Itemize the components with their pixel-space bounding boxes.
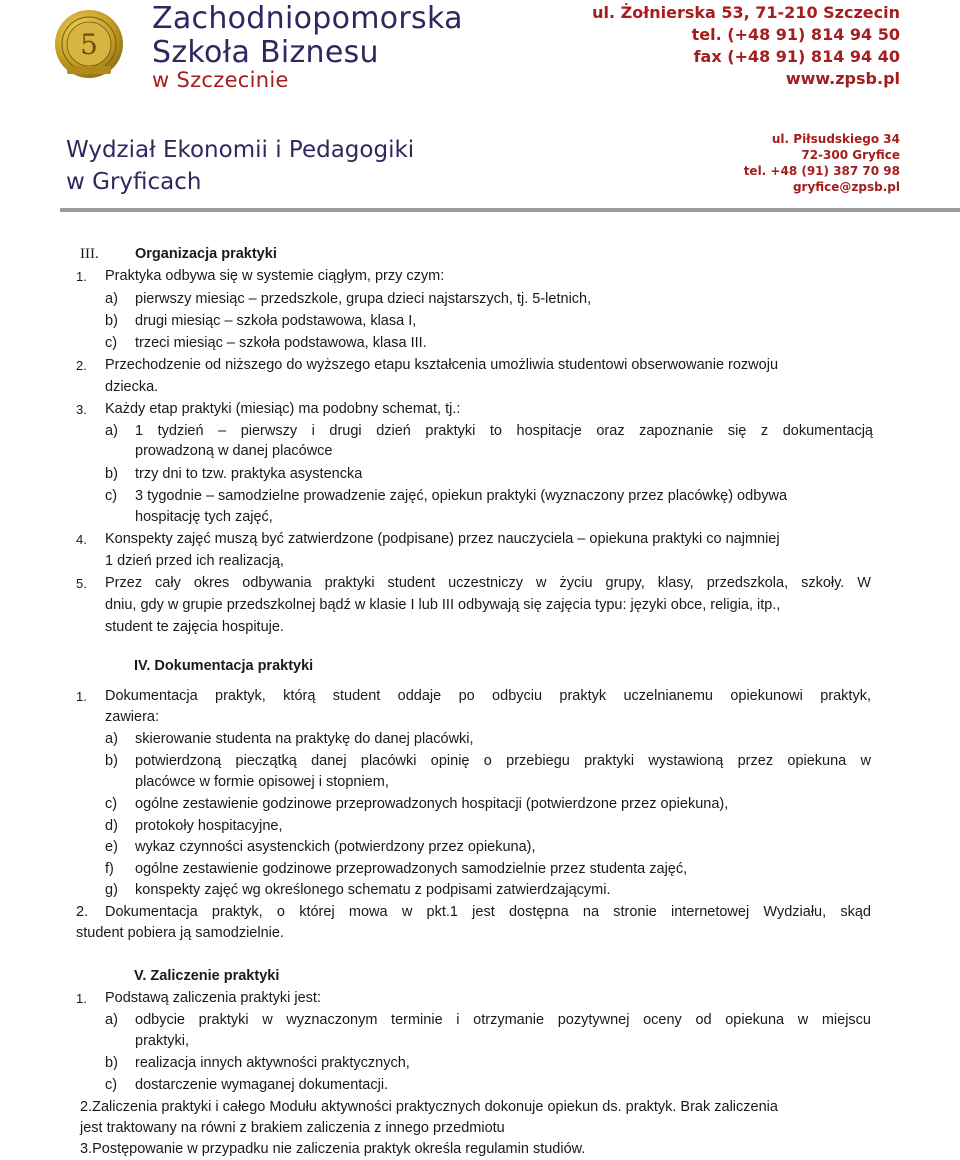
sub-item-text: 1 tydzień – pierwszy i drugi dzień praktyki to hospitacje oraz zapoznanie się z dokumentacją [135, 423, 873, 439]
list-number: 1. [76, 269, 87, 284]
list-item-text: Przez cały okres odbywania praktyki student uczestniczy w życiu grupy, klasy, przedszkola, szkoły. W [105, 575, 871, 591]
faculty-name [66, 134, 414, 198]
sub-letter: e) [105, 839, 118, 855]
list-number: 2. [76, 904, 89, 920]
paragraph-line: jest traktowany na równi z brakiem zaliczenia z innego przedmiotu [80, 1120, 505, 1136]
branch-line: ul. Piłsudskiego 34 [771, 132, 900, 146]
branch-line: 72-300 Gryfice [801, 148, 900, 162]
section-5-heading: V. Zaliczenie praktyki [134, 968, 280, 984]
section-4-heading: IV. Dokumentacja praktyki [134, 658, 314, 674]
sub-item-text: prowadzoną w danej placówce [135, 443, 333, 459]
sub-letter: f) [105, 861, 114, 877]
sub-letter: b) [105, 753, 118, 769]
branch-line: gryfice@zpsb.pl [792, 180, 900, 194]
school-seal-logo [54, 8, 124, 84]
list-item-text: student pobiera ją samodzielnie. [76, 925, 284, 941]
list-item-text: student te zajęcia hospituje. [105, 619, 284, 635]
list-number: 1. [76, 991, 87, 1006]
sub-item-text: trzeci miesiąc – szkoła podstawowa, klasa III. [135, 335, 427, 351]
sub-item-text: pierwszy miesiąc – przedszkole, grupa dzieci najstarszych, tj. 5-letnich, [135, 291, 592, 307]
list-item-text: Przechodzenie od niższego do wyższego etapu kształcenia umożliwia studentowi obserwowanie rozwoju [105, 357, 779, 373]
sub-letter: g) [105, 882, 118, 898]
sub-item-text: potwierdzoną pieczątką danej placówki opinię o przebiegu praktyki wystawioną przez opiekuna w [135, 753, 871, 769]
list-number: 5. [76, 576, 87, 591]
org-name-line3: w Szczecinie [152, 68, 289, 92]
faculty-line2: w Gryficach [66, 169, 202, 195]
sub-item-text: 3 tygodnie – samodzielne prowadzenie zajęć, opiekun praktyki (wyznaczony przez placówkę) odbywa [135, 488, 788, 504]
list-item-text: Każdy etap praktyki (miesiąc) ma podobny schemat, tj.: [105, 401, 461, 417]
sub-letter: c) [105, 1077, 118, 1093]
sub-letter: c) [105, 488, 118, 504]
sub-item-text: placówce w formie opisowej i stopniem, [135, 774, 389, 790]
list-number: 3. [76, 402, 87, 417]
list-item-text: dziecka. [105, 379, 159, 395]
sub-letter: a) [105, 1012, 118, 1028]
list-item-text: Dokumentacja praktyk, którą student oddaje po odbyciu praktyk uczelnianemu opiekunowi praktyk, [105, 688, 871, 704]
address-line: tel. (+48 91) 814 94 50 [691, 25, 900, 44]
paragraph-line: 3.Postępowanie w przypadku nie zaliczenia praktyk określa regulamin studiów. [80, 1141, 586, 1157]
list-number: 1. [76, 689, 87, 704]
main-address [592, 2, 900, 90]
org-name-line2: Szkoła Biznesu [152, 35, 379, 70]
sub-item-text: dostarczenie wymaganej dokumentacji. [135, 1077, 389, 1093]
sub-item-text: trzy dni to tzw. praktyka asystencka [135, 466, 363, 482]
sub-item-text: protokoły hospitacyjne, [135, 818, 283, 834]
sub-item-text: wykaz czynności asystenckich (potwierdzony przez opiekuna), [135, 839, 536, 855]
section-3-title: Organizacja praktyki [135, 246, 277, 262]
sub-item-text: skierowanie studenta na praktykę do danej placówki, [135, 731, 474, 747]
faculty-line1: Wydział Ekonomii i Pedagogiki [66, 137, 415, 163]
address-line: fax (+48 91) 814 94 40 [693, 47, 900, 66]
sub-letter: a) [105, 291, 118, 307]
paragraph-line: 2.Zaliczenia praktyki i całego Modułu aktywności praktycznych dokonuje opiekun ds. praktyk. Brak zaliczenia [80, 1099, 778, 1115]
sub-item-text: praktyki, [135, 1033, 189, 1049]
list-item-text: Dokumentacja praktyk, o której mowa w pkt.1 jest dostępna na stronie internetowej Wydziału, skąd [105, 904, 871, 920]
sub-letter: b) [105, 466, 118, 482]
list-number: 2. [76, 358, 87, 373]
list-number: 4. [76, 532, 87, 547]
letterhead [0, 0, 960, 215]
list-item-text: Podstawą zaliczenia praktyki jest: [105, 990, 321, 1006]
sub-item-text: drugi miesiąc – szkoła podstawowa, klasa I, [135, 313, 417, 329]
sub-letter: d) [105, 818, 118, 834]
sub-item-text: hospitację tych zajęć, [135, 509, 273, 525]
organization-name [152, 1, 463, 92]
sub-item-text: konspekty zajęć wg określonego schematu z podpisami zatwierdzającymi. [135, 882, 611, 898]
sub-letter: a) [105, 423, 118, 439]
sub-item-text: realizacja innych aktywności praktycznych, [135, 1055, 410, 1071]
svg-text:5: 5 [80, 28, 98, 61]
sub-letter: b) [105, 1055, 118, 1071]
org-name-line1: Zachodniopomorska [152, 1, 463, 36]
sub-item-text: ogólne zestawienie godzinowe przeprowadzonych hospitacji (potwierdzone przez opiekuna), [135, 796, 729, 812]
sub-letter: a) [105, 731, 118, 747]
branch-address [744, 131, 900, 195]
address-line: www.zpsb.pl [785, 69, 900, 88]
sub-letter: c) [105, 335, 118, 351]
section-3-numeral: III. [80, 246, 99, 262]
sub-item-text: odbycie praktyki w wyznaczonym terminie i otrzymanie pozytywnej oceny od opiekuna w miejscu [135, 1012, 871, 1028]
address-line: ul. Żołnierska 53, 71-210 Szczecin [592, 3, 900, 22]
list-item-text: dniu, gdy w grupie przedszkolnej bądź w klasie I lub III odbywają się zajęcia typu: języki obce, religia, itp., [105, 597, 781, 613]
sub-letter: b) [105, 313, 118, 329]
header-divider [60, 208, 960, 212]
list-item-text: Praktyka odbywa się w systemie ciągłym, przy czym: [105, 268, 445, 284]
sub-item-text: ogólne zestawienie godzinowe przeprowadzonych samodzielnie przez studenta zajęć, [135, 861, 688, 877]
list-item-text: zawiera: [105, 709, 159, 725]
sub-letter: c) [105, 796, 118, 812]
list-item-text: Konspekty zajęć muszą być zatwierdzone (podpisane) przez nauczyciela – opiekuna praktyki co najmniej [105, 531, 780, 547]
branch-line: tel. +48 (91) 387 70 98 [743, 164, 900, 178]
list-item-text: 1 dzień przed ich realizacją, [105, 553, 284, 569]
